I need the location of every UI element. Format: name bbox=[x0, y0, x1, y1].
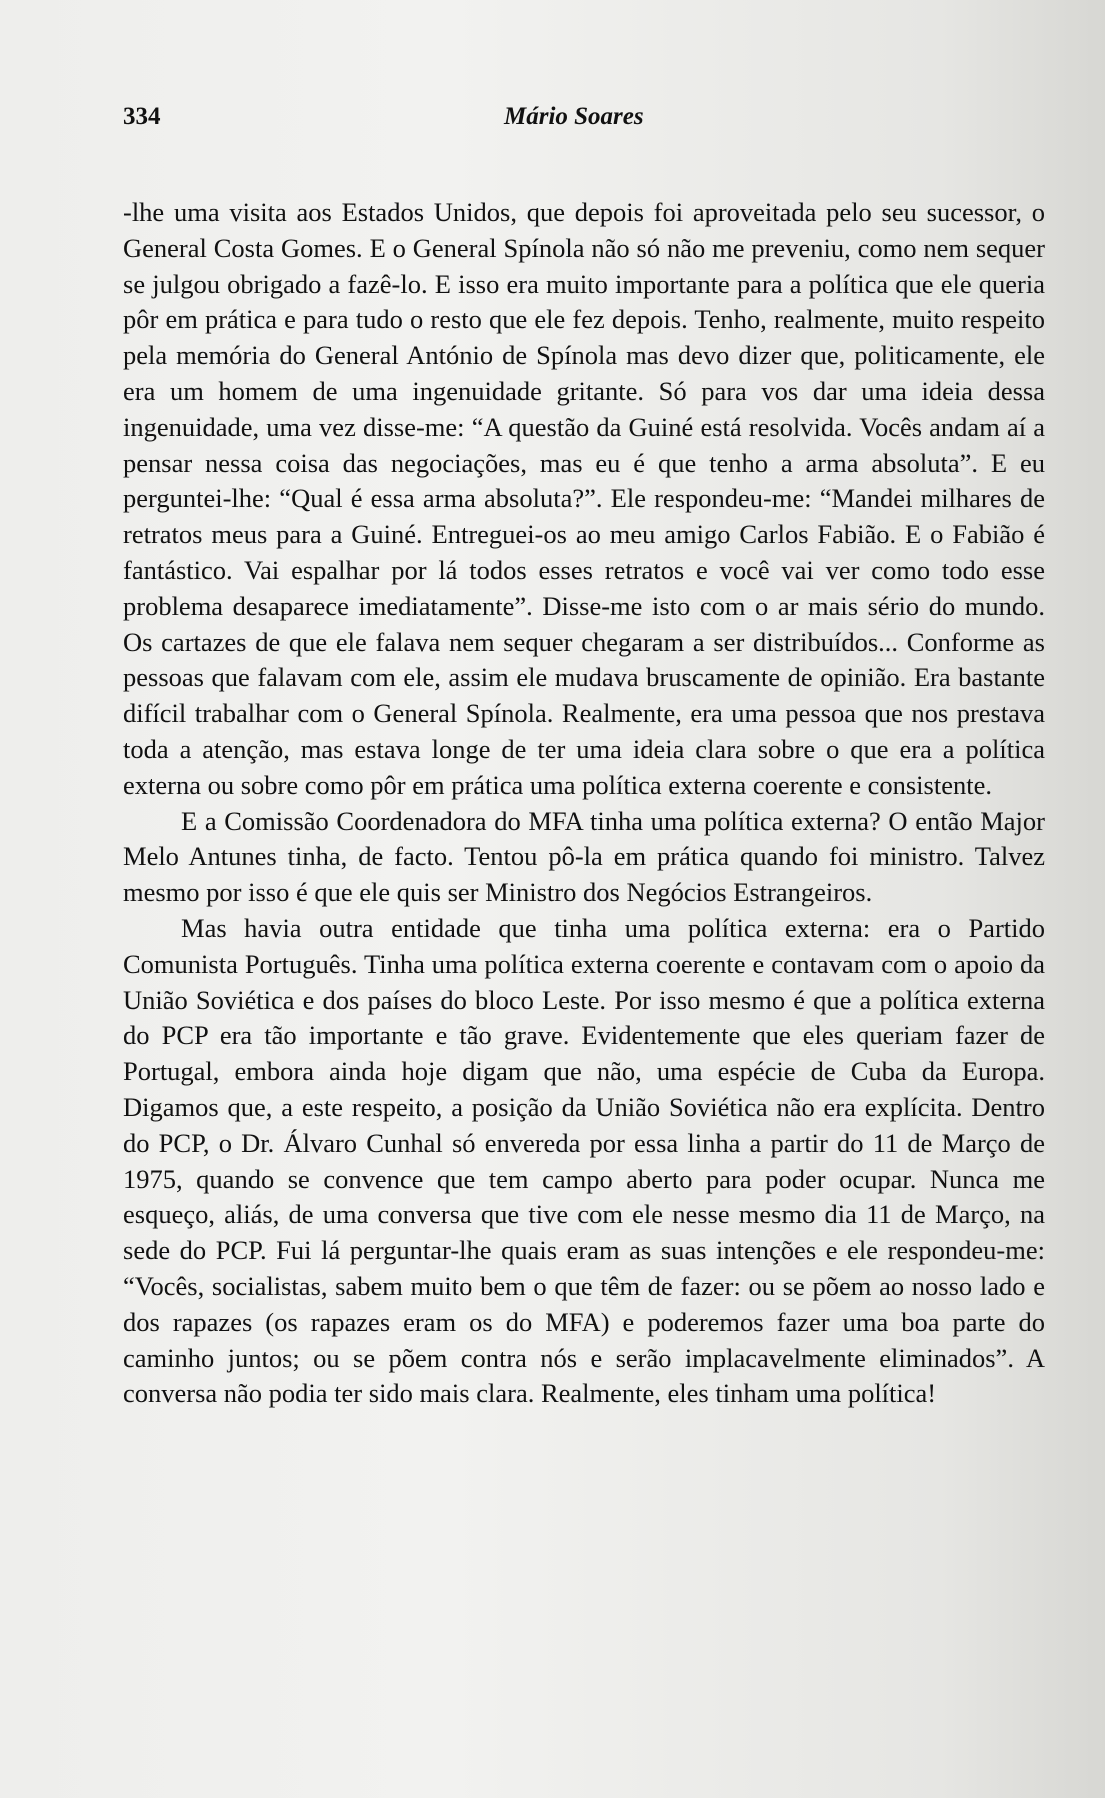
paragraph-3: Mas havia outra entidade que tinha uma política externa: era o Partido Comunista Português. Tinha uma política externa coerente e contavam com o apoio da União Soviética e dos países do bloco Leste. Por isso mesmo é que a política externa do PCP era tão importante e tão grave. Evidentemente que eles queriam fazer de Portugal, embora ainda hoje digam que não, uma espécie de Cuba da Europa. Digamos que, a este respeito, a posição da União Soviética não era explícita. Dentro do PCP, o Dr. Álvaro Cunhal só envereda por essa linha a partir do 11 de Março de 1975, quando se convence que tem campo aberto para poder ocupar. Nunca me esqueço, aliás, de uma conversa que tive com ele nesse mesmo dia 11 de Março, na sede do PCP. Fui lá perguntar-lhe quais eram as suas intenções e ele respondeu-me: “Vocês, socialistas, sabem muito bem o que têm de fazer: ou se põem ao nosso lado e dos rapazes (os rapazes eram os do MFA) e poderemos fazer uma boa parte do caminho juntos; ou se põem contra nós e serão implacavelmente eliminados”. A conversa não podia ter sido mais clara. Realmente, eles tinham uma política! bbox=[123, 912, 1045, 1409]
paragraph-2: E a Comissão Coordenadora do MFA tinha uma política externa? O então Major Melo Antunes tinha, de facto. Tentou pô-la em prática quando foi ministro. Talvez mesmo por isso é que ele quis ser Ministro dos Negócios Estrangeiros. bbox=[123, 805, 1045, 908]
running-head-title: Mário Soares bbox=[504, 103, 644, 130]
page-number: 334 bbox=[123, 103, 161, 130]
paragraph-1: -lhe uma visita aos Estados Unidos, que depois foi aproveitada pelo seu sucessor, o General Costa Gomes. E o General Spínola não só não me preveniu, como nem sequer se julgou obrigado a fazê-lo. E isso era muito importante para a política que ele queria pôr em prática e para tudo o resto que ele fez depois. Tenho, realmente, muito respeito pela memória do General António de Spínola mas devo dizer que, politicamente, ele era um homem de uma ingenuidade gritante. Só para vos dar uma ideia dessa ingenuidade, uma vez disse-me: “A questão da Guiné está resolvida. Vocês andam aí a pensar nessa coisa das negociações, mas eu é que tenho a arma absoluta”. E eu perguntei-lhe: “Qual é essa arma absoluta?”. Ele respondeu-me: “Mandei milhares de retratos meus para a Guiné. Entreguei-os ao meu amigo Carlos Fabião. E o Fabião é fantástico. Vai espalhar por lá todos esses retratos e você vai ver como todo esse problema desaparece imediatamente”. Disse-me isto com o ar mais sério do mundo. Os cartazes de que ele falava nem sequer chegaram a ser distribuídos... Conforme as pessoas que falavam com ele, assim ele mudava bruscamente de opinião. Era bastante difícil trabalhar com o General Spínola. Realmente, era uma pessoa que nos prestava toda a atenção, mas estava longe de ter uma ideia clara sobre o que era a política externa ou sobre como pôr em prática uma política externa coerente e consistente. bbox=[123, 197, 1045, 800]
running-head bbox=[123, 100, 1045, 134]
body-text bbox=[123, 195, 1045, 1412]
